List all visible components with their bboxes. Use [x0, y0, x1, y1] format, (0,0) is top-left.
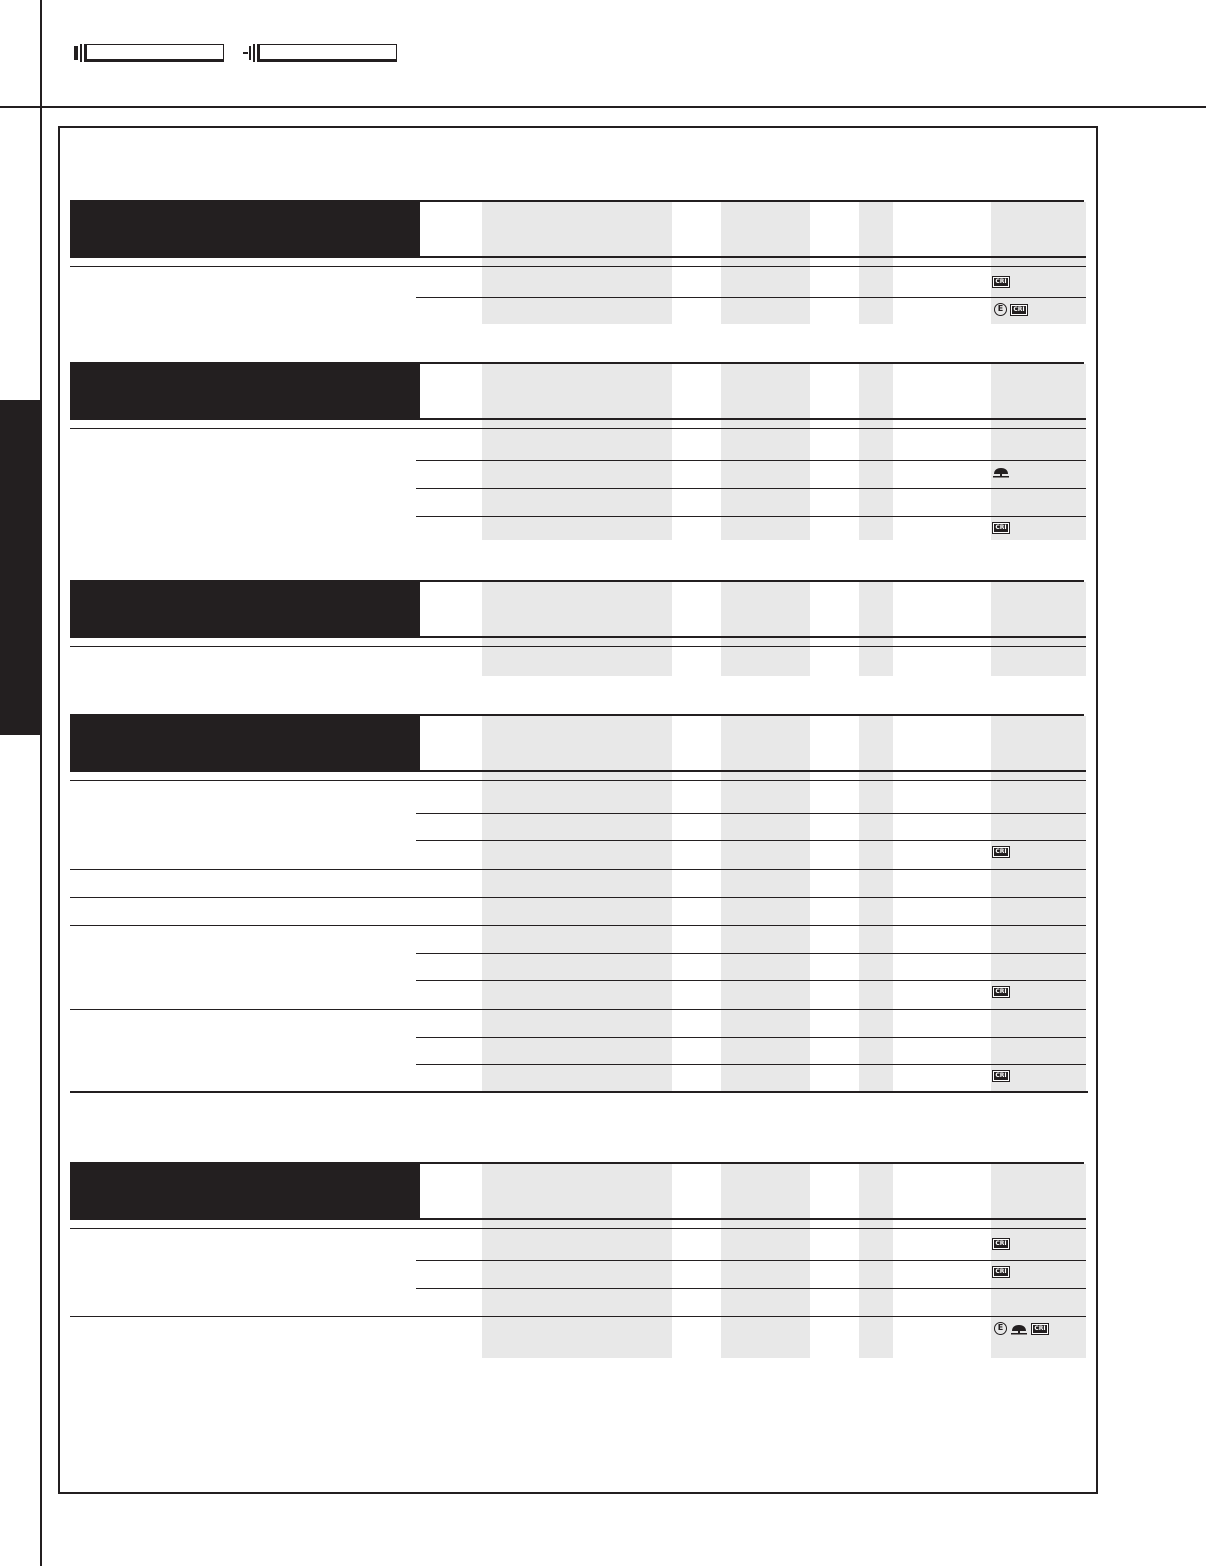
table-end-rule — [70, 1091, 1088, 1093]
section-header-bar — [70, 200, 420, 258]
product-table-section-1 — [70, 200, 1086, 326]
product-table-section-3 — [70, 580, 1086, 678]
shaded-column — [859, 582, 893, 676]
table-row — [70, 266, 1086, 267]
shaded-column — [721, 202, 810, 324]
table-row — [70, 780, 1086, 781]
product-table-section-5 — [70, 1162, 1086, 1360]
cri-icon: CRI — [1031, 1323, 1049, 1335]
shaded-column — [859, 1164, 893, 1358]
table-row — [416, 1037, 1086, 1038]
cri-icon: CRI — [1010, 304, 1028, 316]
table-row — [416, 1260, 1086, 1261]
table-row — [416, 840, 1086, 841]
shaded-column — [859, 716, 893, 1092]
badge-group — [992, 276, 1010, 288]
table-row — [416, 980, 1086, 981]
cri-icon: CRI — [992, 276, 1010, 288]
energy-saver-icon: E — [994, 1322, 1007, 1335]
table-row — [416, 813, 1086, 814]
badge-group — [992, 986, 1010, 998]
cri-icon: CRI — [992, 986, 1010, 998]
section-header-bar — [70, 362, 420, 420]
cri-icon: CRI — [992, 522, 1010, 534]
table-row — [416, 1064, 1086, 1065]
product-table-section-2 — [70, 362, 1086, 542]
table-row — [70, 897, 1086, 898]
table-row — [416, 953, 1086, 954]
badge-group — [992, 1238, 1010, 1250]
table-row — [70, 428, 1086, 429]
badge-group — [992, 522, 1010, 534]
table-row — [70, 646, 1086, 647]
table-row — [416, 1288, 1086, 1289]
shaded-column — [991, 364, 1086, 540]
badge-group — [994, 1322, 1049, 1335]
badge-group — [992, 1070, 1010, 1082]
shaded-column — [482, 582, 672, 676]
badge-group — [992, 1266, 1010, 1278]
section-side-tab — [0, 400, 42, 735]
shaded-column — [482, 716, 672, 1092]
shaded-column — [721, 582, 810, 676]
badge-group — [994, 303, 1028, 316]
table-row — [70, 869, 1086, 870]
cri-icon: CRI — [992, 846, 1010, 858]
table-row — [70, 925, 1086, 926]
shaded-column — [991, 716, 1086, 1092]
table-row — [416, 460, 1086, 461]
table-row — [416, 297, 1086, 298]
fluorescent-tube-icon — [70, 42, 230, 64]
section-header-bar — [70, 714, 420, 772]
cri-icon: CRI — [992, 1238, 1010, 1250]
header-rule — [0, 106, 1206, 108]
shaded-column — [482, 364, 672, 540]
badge-group — [992, 466, 1010, 478]
cri-icon: CRI — [992, 1070, 1010, 1082]
energy-saver-icon: E — [994, 303, 1007, 316]
fluorescent-tube-icon — [243, 42, 403, 64]
table-row — [416, 488, 1086, 489]
environmental-tree-icon — [1010, 1323, 1028, 1335]
table-row — [70, 1009, 1086, 1010]
environmental-tree-icon — [992, 466, 1010, 478]
shaded-column — [859, 202, 893, 324]
table-row — [70, 1228, 1086, 1229]
section-header-bar — [70, 1162, 420, 1220]
shaded-column — [721, 716, 810, 1092]
cri-icon: CRI — [992, 1266, 1010, 1278]
section-header-bar — [70, 580, 420, 638]
shaded-column — [991, 582, 1086, 676]
shaded-column — [482, 1164, 672, 1358]
shaded-column — [721, 364, 810, 540]
product-table-section-4 — [70, 714, 1086, 1094]
table-row — [70, 1316, 1086, 1317]
shaded-column — [482, 202, 672, 324]
shaded-column — [859, 364, 893, 540]
left-margin-rule — [40, 0, 42, 1566]
table-row — [416, 516, 1086, 517]
badge-group — [992, 846, 1010, 858]
shaded-column — [721, 1164, 810, 1358]
